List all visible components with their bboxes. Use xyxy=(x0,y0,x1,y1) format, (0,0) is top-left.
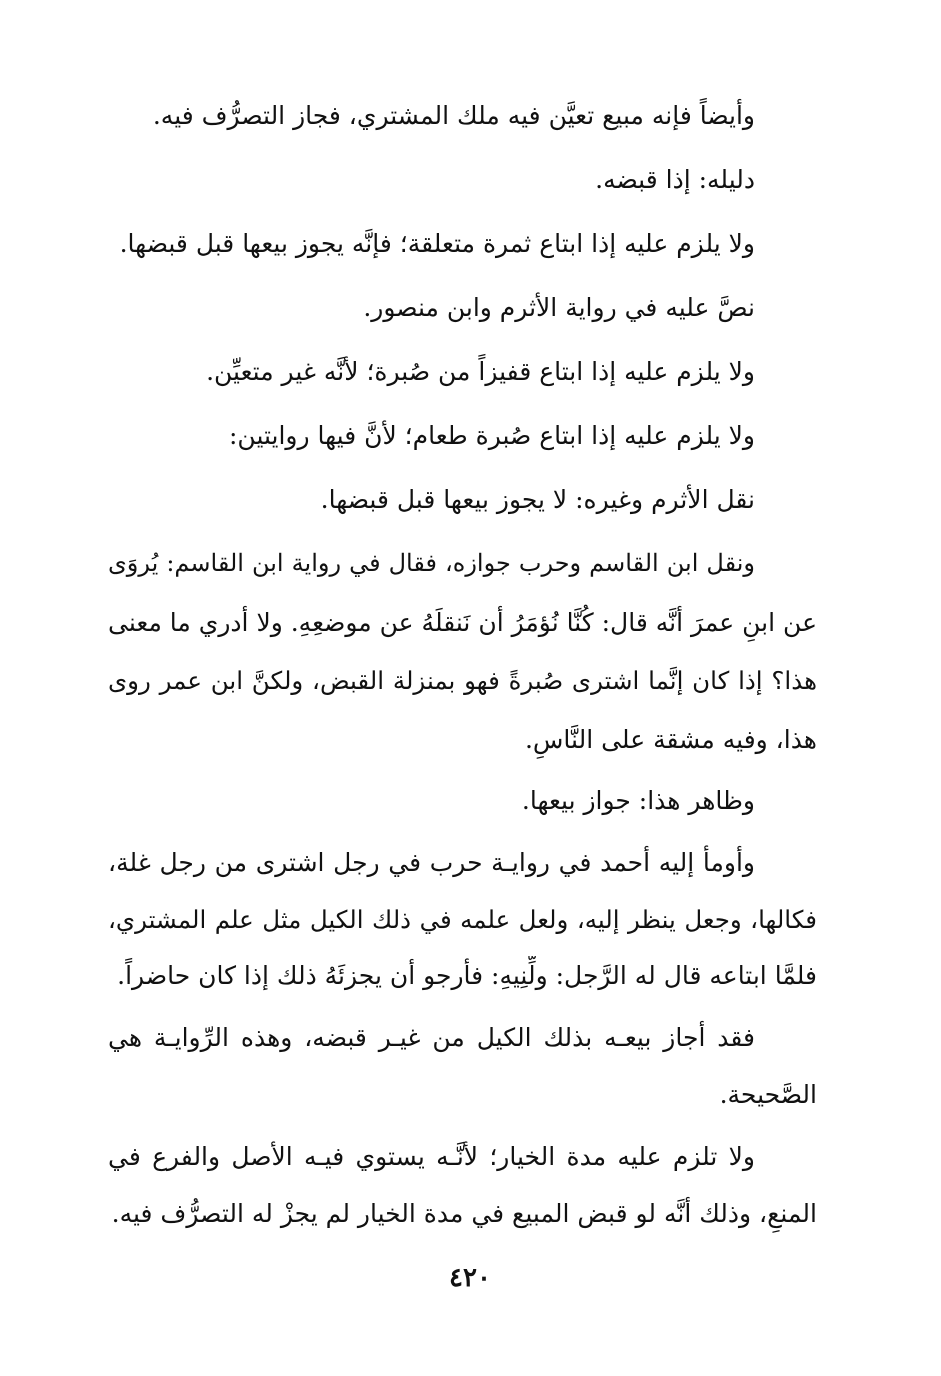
page-number: ٤٢٠ xyxy=(449,1263,491,1293)
text-line: نقل الأثرم وغيره: لا يجوز بيعها قبل قبضها. xyxy=(320,485,755,514)
text-line: نصَّ عليه في رواية الأثرم وابن منصور. xyxy=(363,293,755,322)
text-line: ولا تلزم عليه مدة الخيار؛ لأنَّـه يستوي فيـه الأصل والفرع في xyxy=(108,1142,755,1171)
text-line: وأومأ إليه أحمد في روايـة حرب في رجل اشترى من رجل غلة، xyxy=(108,848,755,877)
text-line: ولا يلزم عليه إذا ابتاع قفيزاً من صُبرة؛ لأنَّه غير متعيِّن. xyxy=(206,357,755,386)
text-line: فقد أجاز بيعـه بذلك الكيل من غيـر قبضه، وهذه الرِّوايـة هي xyxy=(108,1023,755,1052)
text-line: المنعِ، وذلك أنَّه لو قبض المبيع في مدة الخيار لم يجزْ له التصرُّف فيه. xyxy=(111,1199,817,1228)
text-line: هذا، وفيه مشقة على النَّاسِ. xyxy=(524,725,817,754)
text-line: هذا؟ إذا كان إنَّما اشترى صُبرةً فهو بمنزلة القبض، ولكنَّ ابن عمر روى xyxy=(108,666,817,695)
text-line: فكالها، وجعل ينظر إليه، ولعل علمه في ذلك الكيل مثل علم المشتري، xyxy=(108,905,817,934)
text-line: وظاهر هذا: جواز بيعها. xyxy=(521,786,755,815)
text-line: ولا يلزم عليه إذا ابتاع صُبرة طعام؛ لأنَّ فيها روايتين: xyxy=(228,421,755,450)
text-line: وأيضاً فإنه مبيع تعيَّن فيه ملك المشتري، فجاز التصرُّف فيه. xyxy=(152,101,755,130)
text-line: ونقل ابن القاسم وحرب جوازه، فقال في رواية ابن القاسم: يُروَى xyxy=(108,549,755,577)
text-line: فلمَّا ابتاعه قال له الرَّجل: ولِّنِيهِ: فأرجو أن يجزئَهُ ذلك إذا كان حاضراً. xyxy=(117,961,817,990)
text-line: الصَّحيحة. xyxy=(719,1080,817,1109)
text-line: دليله: إذا قبضه. xyxy=(595,165,755,194)
text-line: عن ابنِ عمرَ أنَّه قال: كُنَّا نُؤمَرُ أن نَنقلَهُ عن موضعِهِ. ولا أدري ما معنى xyxy=(108,608,817,637)
text-line: ولا يلزم عليه إذا ابتاع ثمرة متعلقة؛ فإنَّه يجوز بيعها قبل قبضها. xyxy=(119,229,755,258)
